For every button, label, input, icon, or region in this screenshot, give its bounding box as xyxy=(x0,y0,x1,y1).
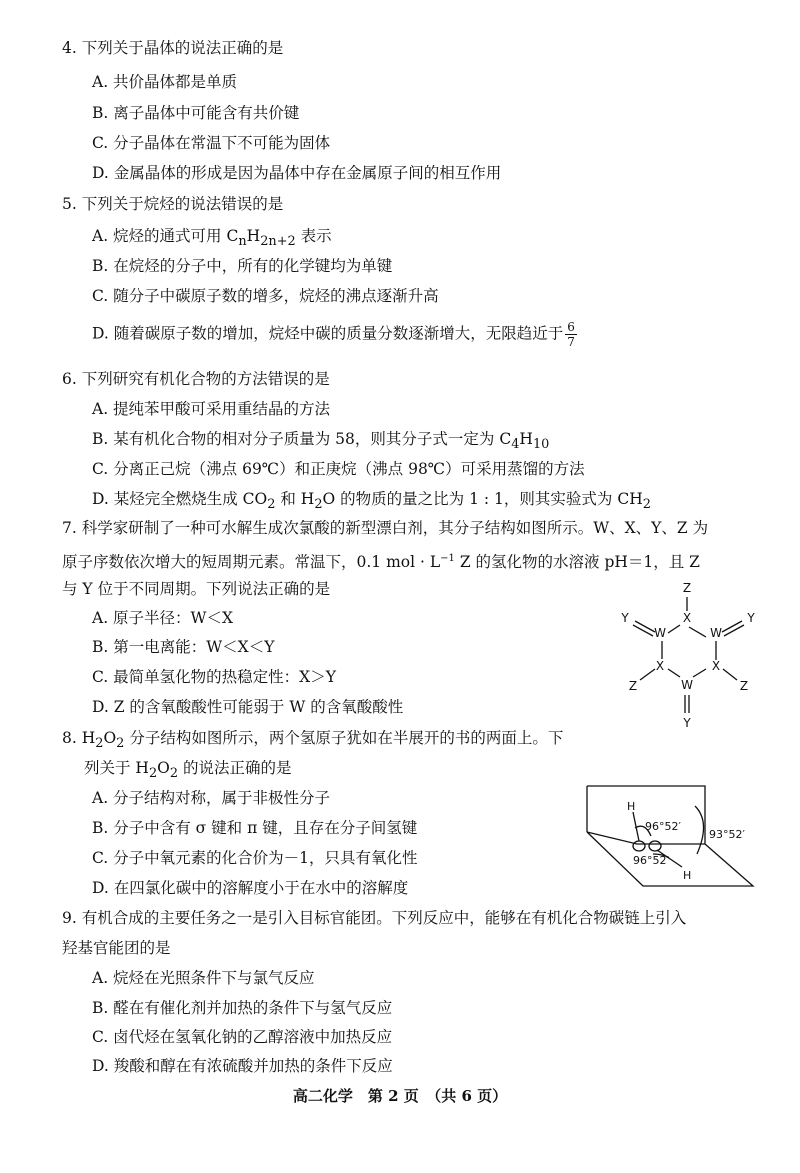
q9-option-b: B. 醛在有催化剂并加热的条件下与氢气反应 xyxy=(92,999,393,1017)
q5-option-b: B. 在烷烃的分子中，所有的化学键均为单键 xyxy=(92,257,393,275)
q6-option-b: B. 某有机化合物的相对分子质量为 58，则其分子式一定为 $C_4H_{10}$ xyxy=(92,430,550,453)
atom-w-right: W xyxy=(710,626,722,640)
atom-z-left: Z xyxy=(628,679,638,693)
atom-x-right: X xyxy=(711,659,721,673)
q7-option-a: A. 原子半径：W＜X xyxy=(92,609,234,627)
atom-h-top: H xyxy=(627,800,636,813)
q8-h2o2-diagram xyxy=(585,784,760,894)
q7-line-2: 原子序数依次增大的短周期元素。常温下，0.1 mol · $L^{-1}$ Z 的氢化物的水溶液 pH＝1，且 Z xyxy=(62,553,700,572)
q6-stem: 6. 下列研究有机化合物的方法错误的是 xyxy=(62,370,330,388)
angle-label-2: 96°52′ xyxy=(633,854,669,867)
q5-option-d: D. 随着碳原子数的增加，烷烃中碳的质量分数逐渐增大，无限趋近于 $\frac{6}{7}$ xyxy=(92,320,575,349)
q7-option-d: D. Z 的含氧酸酸性可能弱于 W 的含氧酸酸性 xyxy=(92,698,404,716)
atom-w-left: W xyxy=(654,626,666,640)
atom-z-top: Z xyxy=(682,581,692,595)
q9-option-a: A. 烷烃在光照条件下与氯气反应 xyxy=(92,969,315,987)
q4-option-b: B. 离子晶体中可能含有共价键 xyxy=(92,104,300,122)
atom-y-left: Y xyxy=(621,611,629,625)
angle-label-1: 96°52′ xyxy=(645,820,681,833)
q6-option-a: A. 提纯苯甲酸可采用重结晶的方法 xyxy=(92,400,331,418)
atom-h-bottom: H xyxy=(683,869,692,882)
atom-w-bottom: W xyxy=(681,678,693,692)
atom-y-right: Y xyxy=(747,611,755,625)
q5-option-a: A. 烷烃的通式可用 $C_nH_{2n+2}$ 表示 xyxy=(92,227,332,250)
q4-stem: 4. 下列关于晶体的说法正确的是 xyxy=(62,39,284,57)
q7-molecule-diagram xyxy=(610,570,780,730)
q9-line-1: 9. 有机合成的主要任务之一是引入目标官能团。下列反应中，能够在有机化合物碳链上引入 xyxy=(62,909,687,927)
q9-line-2: 羟基官能团的是 xyxy=(62,939,171,957)
q8-line-2: 列关于 $H_2O_2$ 的说法正确的是 xyxy=(84,759,292,782)
q7-line-1: 7. 科学家研制了一种可水解生成次氯酸的新型漂白剂，其分子结构如图所示。W、X、Y、Z 为 xyxy=(62,519,709,537)
q9-option-d: D. 羧酸和醇在有浓硫酸并加热的条件下反应 xyxy=(92,1057,393,1075)
atom-x-left: X xyxy=(655,659,665,673)
q8-option-c: C. 分子中氧元素的化合价为－1，只具有氧化性 xyxy=(92,849,418,867)
angle-label-3: 93°52′ xyxy=(709,828,745,841)
q6-option-d: D. 某烃完全燃烧生成 $CO_2$ 和 $H_2O$ 的物质的量之比为 1 : 1，则其实验式为 $CH_2$ xyxy=(92,490,651,513)
q5-stem: 5. 下列关于烷烃的说法错误的是 xyxy=(62,195,284,213)
q7-option-c: C. 最简单氢化物的热稳定性：X＞Y xyxy=(92,668,336,686)
q5-option-c: C. 随分子中碳原子数的增多，烷烃的沸点逐渐升高 xyxy=(92,287,439,305)
atom-z-right: Z xyxy=(739,679,749,693)
atom-y-bottom: Y xyxy=(683,716,691,730)
fraction-six-sevenths: $\frac{6}{7}$ xyxy=(567,320,575,349)
q8-option-a: A. 分子结构对称，属于非极性分子 xyxy=(92,789,331,807)
q4-option-d: D. 金属晶体的形成是因为晶体中存在金属原子间的相互作用 xyxy=(92,164,502,182)
q8-line-1: 8. $H_2O_2$ 分子结构如图所示，两个氢原子犹如在半展开的书的两面上。下 xyxy=(62,729,564,752)
page-footer: 高二化学 第 2 页 （共 6 页） xyxy=(292,1087,508,1105)
q7-option-b: B. 第一电离能：W＜X＜Y xyxy=(92,638,275,656)
q7-line-3: 与 Y 位于不同周期。下列说法正确的是 xyxy=(62,580,331,598)
atom-x-top: X xyxy=(682,611,692,625)
q8-option-b: B. 分子中含有 σ 键和 π 键，且存在分子间氢键 xyxy=(92,819,418,837)
q9-option-c: C. 卤代烃在氢氧化钠的乙醇溶液中加热反应 xyxy=(92,1028,393,1046)
q4-option-a: A. 共价晶体都是单质 xyxy=(92,73,238,91)
q4-option-c: C. 分子晶体在常温下不可能为固体 xyxy=(92,134,331,152)
q8-option-d: D. 在四氯化碳中的溶解度小于在水中的溶解度 xyxy=(92,879,409,897)
q6-option-c: C. 分离正己烷（沸点 69℃）和正庚烷（沸点 98℃）可采用蒸馏的方法 xyxy=(92,460,585,478)
